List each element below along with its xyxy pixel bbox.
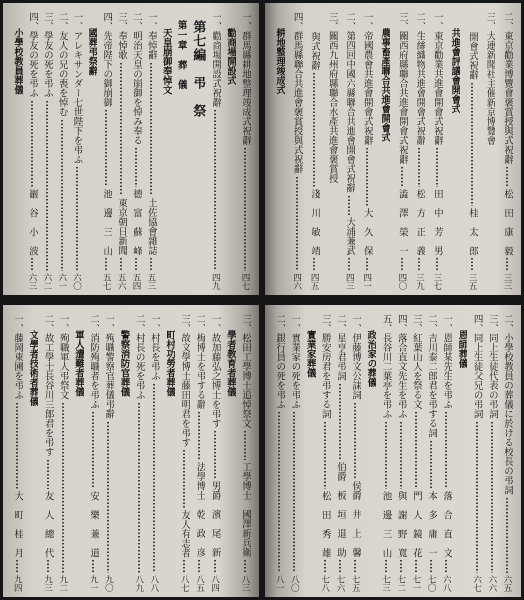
page-number: 七二 (395, 575, 406, 592)
section-heading (378, 8, 390, 290)
entry-author: 松 田 秀 雄 (319, 490, 331, 557)
toc-entry (326, 8, 338, 290)
dot-leader (466, 257, 478, 271)
entry-title: 三、松田工學博士追悼祭文 (240, 314, 251, 428)
toc-entry (501, 310, 513, 592)
dot-leader (396, 166, 408, 187)
entry-author: 法學博士 乾 政 彦 (194, 462, 206, 557)
section-heading (26, 310, 38, 592)
toc-entry (239, 8, 251, 290)
dot-leader (42, 559, 54, 573)
toc-entry (343, 8, 355, 290)
toc-entry (319, 310, 331, 592)
section-title: 町村功勞者葬儀 (164, 330, 176, 397)
entry-author: 與 謝 野 寬 (395, 490, 407, 557)
entry-author: 澁 澤 榮 一 (396, 188, 408, 255)
page-number: 八八 (148, 575, 159, 592)
page-number: 九〇 (103, 575, 114, 592)
entry-author: 桂 太 郎 (466, 207, 478, 255)
page-number: 七八 (319, 575, 330, 592)
dot-leader (440, 559, 452, 573)
page-number: 九二 (57, 575, 68, 592)
toc-entry (145, 8, 157, 290)
page-number: 七六 (334, 575, 345, 592)
dot-leader (209, 559, 221, 573)
page-number: 九一 (88, 575, 99, 592)
toc-entry (349, 310, 361, 592)
page-number: 七一 (410, 575, 421, 592)
entry-title: 二、東京勸業博覽會褒賞授與式祝辭 (502, 12, 513, 164)
entry-title: 一、實業家の死を弔ふ (289, 314, 301, 409)
toc-entry (209, 310, 221, 592)
toc-entry (26, 8, 38, 290)
dot-leader (288, 411, 300, 573)
dot-leader (100, 109, 112, 187)
page-number: 六五 (502, 575, 512, 592)
dot-leader (239, 430, 251, 460)
entry-title: 一、藤岡東圃を弔ふ (12, 314, 24, 400)
entry-author: 巖 谷 小 波 (26, 188, 38, 255)
page-number: 八四 (209, 575, 220, 592)
section-heading (224, 310, 236, 592)
page-number: 七五 (350, 575, 361, 592)
entry-author: 松 田 康 毅 (502, 188, 513, 255)
entry-title: 二、星亨君弔詞 (334, 314, 346, 381)
entry-title: 二、故工學士長谷川三郎君を弔す (42, 314, 54, 457)
dot-leader (349, 559, 361, 573)
dot-leader (145, 257, 157, 271)
section-title: 國葬弔祭辭 (86, 28, 98, 76)
toc-entry (361, 8, 373, 290)
dot-leader (178, 559, 190, 573)
dot-leader (486, 421, 498, 574)
page-number: 四三 (344, 273, 355, 290)
page-number: 六八 (441, 575, 452, 592)
chapter-heading (175, 8, 187, 290)
dot-leader (334, 559, 346, 573)
dot-leader (71, 166, 83, 271)
dot-leader (130, 257, 142, 271)
page-number: 六〇 (71, 273, 82, 290)
dot-leader (395, 421, 407, 489)
dot-leader (501, 166, 513, 187)
page-number: 八一 (274, 575, 285, 592)
entry-title: 三、關西九州府縣聯合水產共進會褒賞授 (326, 12, 338, 183)
entry-title: 二、銀行員の死を弔ふ (274, 314, 286, 409)
page-number: 三七 (431, 273, 442, 290)
dot-leader (26, 100, 38, 187)
entry-author: 男爵 濱 尾 新 (209, 481, 221, 557)
entry-title: 二、消防殉職者を弔ふ (88, 314, 100, 409)
page-number: 七〇 (426, 575, 437, 592)
dot-leader (395, 559, 407, 573)
entry-author: 松 方 正 義 (414, 188, 426, 255)
page-number: 八〇 (289, 575, 300, 592)
dot-leader (273, 411, 285, 573)
toc-entry (395, 310, 407, 592)
entry-author: 門 人 鏡 花 (410, 490, 422, 557)
entry-title: 四、同上生徒父兄の弔詞 (471, 314, 483, 419)
toc-entry (100, 8, 112, 290)
dot-leader (11, 402, 23, 489)
toc-entry (42, 310, 54, 592)
page-number: 三九 (414, 273, 425, 290)
dot-leader (343, 257, 355, 271)
toc-entry (273, 310, 285, 592)
entry-title: 二、小學校教員の葬儀に於ける校長の弔詞 (502, 314, 513, 495)
dot-leader (380, 421, 392, 489)
dot-leader (319, 559, 331, 573)
toc-entry (57, 310, 69, 592)
section-title: 恩師葬儀 (456, 330, 468, 368)
dot-leader (193, 559, 205, 573)
section-title: 警察消防官葬儀 (118, 330, 130, 397)
dot-leader (413, 257, 425, 271)
entry-title: 三、同上生徒代表の弔詞 (486, 314, 498, 419)
toc-entry (413, 8, 425, 290)
entry-title: 五、長谷川二葉亭を弔ふ (380, 314, 392, 419)
entry-title: 一、故加藤弘之博士を弔す (209, 314, 221, 428)
entry-title: 一、伊藤博文公誄詞 (350, 314, 362, 400)
entry-author: 土佐協會雜誌 (145, 198, 157, 255)
dot-leader (361, 257, 373, 271)
entry-author: 大 町 桂 月 (12, 490, 24, 557)
page-number: 六七 (471, 575, 482, 592)
section-heading (273, 8, 285, 290)
dot-leader (343, 195, 355, 216)
entry-author: 落 合 直 文 (441, 490, 453, 557)
dot-leader (178, 449, 190, 508)
dot-leader (361, 147, 373, 206)
page-number: 八七 (179, 575, 190, 592)
page-number: 六一 (56, 273, 67, 290)
dot-leader (145, 62, 157, 197)
entry-title: 與式祝辭 (309, 32, 321, 70)
entry-author: 侯爵 井 上 馨 (350, 481, 362, 557)
entry-title: 四、學友の死を弔ふ (26, 12, 38, 98)
section-title: 勸商場開設式 (225, 28, 237, 85)
page-number: 四九 (210, 273, 221, 290)
part-title: 第七編 弔 祭 (190, 20, 206, 119)
page-number: 五七 (101, 273, 112, 290)
dot-leader (115, 257, 127, 271)
section-heading (364, 310, 376, 592)
entry-author: 池 邊 三 山 (101, 188, 113, 255)
entry-author: 大 久 保 (361, 207, 373, 255)
dot-leader (57, 402, 69, 574)
dot-leader (100, 257, 112, 271)
page-number: 八三 (240, 575, 250, 592)
dot-leader (410, 411, 422, 489)
dot-leader (425, 559, 437, 573)
dot-leader (87, 559, 99, 573)
dot-leader (334, 383, 346, 461)
toc-entry (239, 310, 251, 592)
entry-title: 一、奉悼辭 (145, 12, 157, 60)
dot-leader (148, 383, 160, 574)
entry-title: 二、生絲織物共進會開會式祝辭 (414, 12, 426, 145)
dot-leader (349, 402, 361, 480)
entry-title: 一、恩師某先生を弔ふ (441, 314, 453, 409)
section-title: 文學者技術者葬儀 (27, 330, 39, 406)
dot-leader (291, 176, 303, 272)
page-number: 八五 (194, 575, 205, 592)
entry-title: 二、友人の兄の喪を悼む (56, 12, 68, 117)
page-number: 四七 (240, 273, 250, 290)
toc-entry (486, 310, 498, 592)
page-number: 三三 (502, 273, 512, 290)
section-title: 軍人遭難者葬儀 (72, 330, 84, 397)
page-number: 四六 (291, 273, 302, 290)
section-heading (163, 310, 175, 592)
toc-entry (178, 310, 190, 592)
entry-title: 二、村長の死を弔ふ (133, 314, 145, 400)
page-number: 六二 (41, 273, 52, 290)
toc-entry (115, 8, 127, 290)
toc-entry (148, 310, 160, 592)
entry-author: 池 邊 三 山 (380, 490, 392, 557)
toc-entry (291, 8, 303, 290)
dot-leader (56, 119, 68, 272)
toc-entry (466, 8, 478, 290)
page-bottom-right (265, 305, 521, 597)
entry-title: 三、故文學博士藤田明君を弔す (179, 314, 191, 447)
entry-author: 德 富 蘇 峰 (130, 188, 142, 255)
dot-leader (440, 411, 452, 489)
dot-leader (410, 559, 422, 573)
dot-leader (466, 82, 478, 206)
dot-leader (501, 257, 513, 271)
toc-entry (425, 310, 437, 592)
toc-entry (334, 310, 346, 592)
entry-title: 三、大連新聞社主催新京博覽會 (484, 12, 496, 145)
dot-leader (133, 402, 145, 574)
toc-entry (501, 8, 513, 290)
dot-leader (471, 421, 483, 574)
toc-entry (440, 310, 452, 592)
entry-title: 一、帝國農會共進會開會式祝辭 (361, 12, 373, 145)
section-title: 共進會評議會開會式 (449, 28, 461, 114)
dot-leader (11, 559, 23, 573)
section-heading (160, 8, 172, 290)
toc-entry (431, 8, 443, 290)
section-heading (448, 8, 460, 290)
entry-author: 大浦兼武 (344, 217, 356, 255)
entry-author: 安 樂 兼 道 (88, 490, 100, 557)
dot-leader (396, 257, 408, 271)
page-number: 六三 (26, 273, 37, 290)
entry-title: 四、先帝陛下の御崩御 (101, 12, 113, 107)
dot-leader (319, 421, 331, 489)
entry-title: 開會式祝辭 (466, 32, 478, 80)
entry-author: 東京朝日新聞 (116, 198, 128, 255)
section-heading (455, 310, 467, 592)
page-number: 六六 (486, 575, 497, 592)
entry-title: 三、關西府縣聯合共進會開會式祝辭 (396, 12, 408, 164)
toc-entry (11, 310, 23, 592)
chapter-title: 第一章 葬 儀 (175, 20, 187, 90)
toc-entry (102, 310, 114, 592)
entry-title: 四、群馬縣聯合共進會褒賞授與式祝辭 (291, 12, 303, 174)
page-number: 五六 (116, 273, 127, 290)
entry-title: 二、吉川泰二郎君を弔する詞 (426, 314, 438, 438)
toc-entry (288, 310, 300, 592)
section-heading (85, 8, 97, 290)
toc-entry (56, 8, 68, 290)
toc-entry (71, 8, 83, 290)
entry-author: 友人有志者 (179, 509, 191, 557)
dot-leader (501, 497, 513, 574)
page-top-left (3, 3, 259, 295)
entry-title: 一、村長を弔ふ (148, 314, 160, 381)
toc-entry (471, 310, 483, 592)
page-bottom-left (3, 305, 259, 597)
entry-author: 田 中 芳 男 (431, 188, 443, 255)
toc-entry (87, 310, 99, 592)
section-heading (304, 310, 316, 592)
dot-leader (425, 440, 437, 489)
toc-entry (308, 8, 320, 290)
entry-author: 本 多 庸 一 (426, 490, 438, 557)
section-heading (224, 8, 236, 290)
section-title: 政治家の葬儀 (365, 330, 377, 387)
section-title: 農事畜產聯合共進會開會式 (379, 28, 391, 142)
part-heading (189, 8, 206, 290)
dot-leader (102, 421, 114, 574)
entry-title: 一、群馬縣耕地整理竣成式祝辭 (240, 12, 251, 145)
toc-entry (209, 8, 221, 290)
entry-title: 四、落合直文先生を弔ふ (395, 314, 407, 419)
dot-leader (431, 257, 443, 271)
page-number: 八九 (133, 575, 144, 592)
entry-title: 一、東京勸業共進會開會式祝辭 (431, 12, 443, 145)
dot-leader (115, 62, 127, 197)
dot-leader (87, 411, 99, 489)
entry-title: 三、勝安房君を弔する詞 (319, 314, 331, 419)
toc-entry (380, 310, 392, 592)
section-title: 天皇崩御奉悼文 (160, 28, 172, 95)
entry-title: 一、殉職軍人弔祭文 (57, 314, 69, 400)
entry-author: 工學博士 國澤新兵衛 (240, 462, 251, 557)
page-number: 五三 (145, 273, 156, 290)
toc-entry (410, 310, 422, 592)
dot-leader (193, 411, 205, 460)
dot-leader (308, 257, 320, 271)
dot-leader (380, 559, 392, 573)
dot-leader (308, 72, 320, 187)
entry-title: 二、第四回中國六縣聯合共進會開會式祝辭 (344, 12, 356, 193)
dot-leader (41, 100, 53, 272)
section-heading (72, 310, 84, 592)
page-number: 七三 (380, 575, 391, 592)
toc-entry (130, 8, 142, 290)
entry-title: 三、學友の死を弔ふ (41, 12, 53, 98)
section-heading (118, 310, 130, 592)
page-number: 五四 (130, 273, 141, 290)
dot-leader (431, 147, 443, 187)
section-title: 實業家葬儀 (304, 330, 316, 378)
entry-author: 伯爵 板 垣 退 助 (334, 462, 346, 557)
toc-entry (396, 8, 408, 290)
page-number: 四〇 (396, 273, 407, 290)
entry-title: 一、勸商場開設式祝辭 (210, 12, 222, 107)
entry-title: 一、殉職警察官葬儀弔辭 (103, 314, 115, 419)
section-title: 小學校教員葬儀 (12, 28, 24, 95)
entry-author: 友 人 總 代 (42, 490, 54, 557)
dot-leader (130, 147, 142, 187)
page-number: 四五 (309, 273, 320, 290)
dot-leader (413, 147, 425, 187)
page-number: 九四 (12, 575, 23, 592)
toc-entry (41, 8, 53, 290)
section-title: 學者教育者葬儀 (224, 330, 236, 397)
entry-title: 三、紅葉山人を祭る文 (410, 314, 422, 409)
page-number: 三五 (466, 273, 477, 290)
dot-leader (26, 257, 38, 271)
entry-title: 三、奉悼歌 (116, 12, 128, 60)
entry-author: 淺 川 敏 靖 (309, 188, 321, 255)
toc-entry (133, 310, 145, 592)
entry-title: 二、梅博士を弔する辭 (194, 314, 206, 409)
toc-entry (483, 8, 495, 290)
section-title: 耕地整理竣成式 (274, 28, 286, 95)
section-heading (11, 8, 23, 290)
entry-title: 一、アレキサンダー七世陛下を弔ふ (71, 12, 83, 164)
page-number: 九三 (42, 575, 53, 592)
dot-leader (209, 430, 221, 479)
toc-entry (193, 310, 205, 592)
dot-leader (239, 559, 251, 573)
entry-title: 二、明治天皇の崩御を悼み奉る (130, 12, 142, 145)
page-top-right (265, 3, 521, 295)
page-number: 四一 (361, 273, 372, 290)
dot-leader (42, 459, 54, 489)
dot-leader (239, 147, 251, 271)
dot-leader (209, 109, 221, 271)
